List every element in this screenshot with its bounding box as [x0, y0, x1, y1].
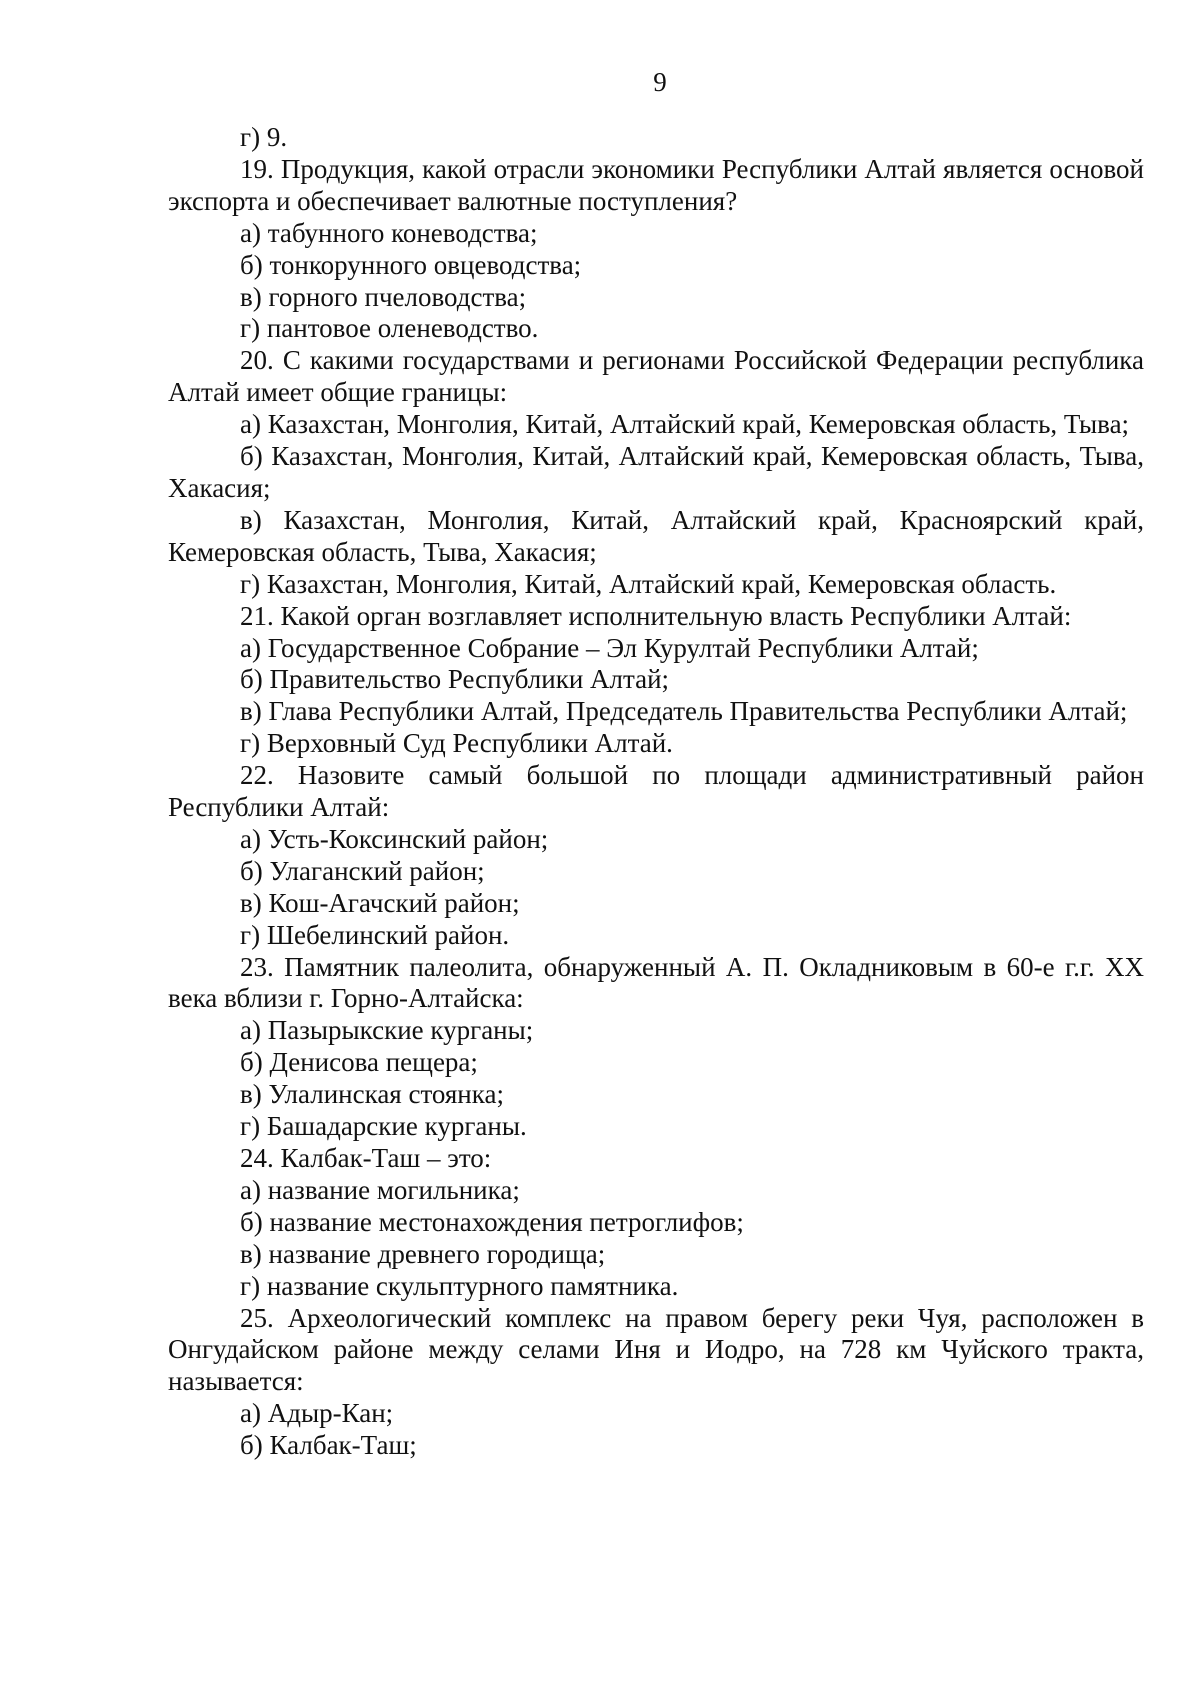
- answer-option: в) горного пчеловодства;: [240, 281, 527, 312]
- answer-option: а) название могильника;: [240, 1174, 520, 1205]
- document-body: [168, 122, 1144, 1462]
- answer-option: б) Калбак-Таш;: [240, 1430, 417, 1461]
- answer-option: г) название скульптурного памятника.: [240, 1270, 679, 1301]
- answer-option: г) Верховный Суд Республики Алтай.: [240, 728, 673, 759]
- answer-option: г) пантовое оленеводство.: [240, 313, 539, 344]
- question-25: 25. Археологический комплекс на правом берегу реки Чуя, расположен в Онгудайском районе между селами Иня и Иодро, на 728 км Чуйского тракта, называется:: [168, 1302, 1144, 1397]
- answer-option: в) Улалинская стоянка;: [240, 1079, 504, 1110]
- answer-option: в) Кош-Агачский район;: [240, 887, 520, 918]
- answer-option: а) Казахстан, Монголия, Китай, Алтайский край, Кемеровская область, Тыва;: [240, 409, 1130, 440]
- answer-option: а) табунного коневодства;: [240, 217, 538, 248]
- answer-option: а) Государственное Собрание – Эл Курултай Республики Алтай;: [240, 632, 979, 663]
- answer-option: б) тонкорунного овцеводства;: [240, 249, 582, 280]
- answer-option: б) Правительство Республики Алтай;: [240, 664, 670, 695]
- answer-option: б) Денисова пещера;: [240, 1047, 478, 1078]
- answer-option: б) Улаганский район;: [240, 855, 485, 886]
- question-20: 20. С какими государствами и регионами Российской Федерации республика Алтай имеет общие границы:: [168, 345, 1144, 408]
- question-24: 24. Калбак-Таш – это:: [240, 1143, 492, 1173]
- answer-option: а) Усть-Коксинский район;: [240, 823, 549, 854]
- answer-option: а) Пазырыкские курганы;: [240, 1015, 534, 1046]
- question-19: 19. Продукция, какой отрасли экономики Республики Алтай является основой экспорта и обеспечивает валютные поступления?: [168, 153, 1144, 216]
- answer-option: б) Казахстан, Монголия, Китай, Алтайский край, Кемеровская область, Тыва, Хакасия;: [168, 441, 1144, 503]
- page-number: 9: [653, 67, 667, 97]
- answer-option: г) Шебелинский район.: [240, 919, 510, 950]
- answer-option: в) название древнего городища;: [240, 1238, 606, 1269]
- answer-option: г) Казахстан, Монголия, Китай, Алтайский край, Кемеровская область.: [240, 568, 1057, 599]
- question-23: 23. Памятник палеолита, обнаруженный А. П. Окладниковым в 60-е г.г. XX века вблизи г. Горно-Алтайска:: [168, 951, 1144, 1014]
- question-21: 21. Какой орган возглавляет исполнительную власть Республики Алтай:: [240, 600, 1072, 631]
- question-22: 22. Назовите самый большой по площади административный район Республики Алтай:: [168, 760, 1144, 823]
- answer-option: а) Адыр-Кан;: [240, 1398, 394, 1429]
- answer-option: в) Казахстан, Монголия, Китай, Алтайский край, Красноярский край, Кемеровская область, Тыва, Хакасия;: [168, 504, 1144, 567]
- answer-option: б) название местонахождения петроглифов;: [240, 1206, 744, 1237]
- answer-option: в) Глава Республики Алтай, Председатель Правительства Республики Алтай;: [240, 696, 1128, 727]
- answer-option: г) 9.: [240, 122, 288, 152]
- answer-option: г) Башадарские курганы.: [240, 1111, 527, 1142]
